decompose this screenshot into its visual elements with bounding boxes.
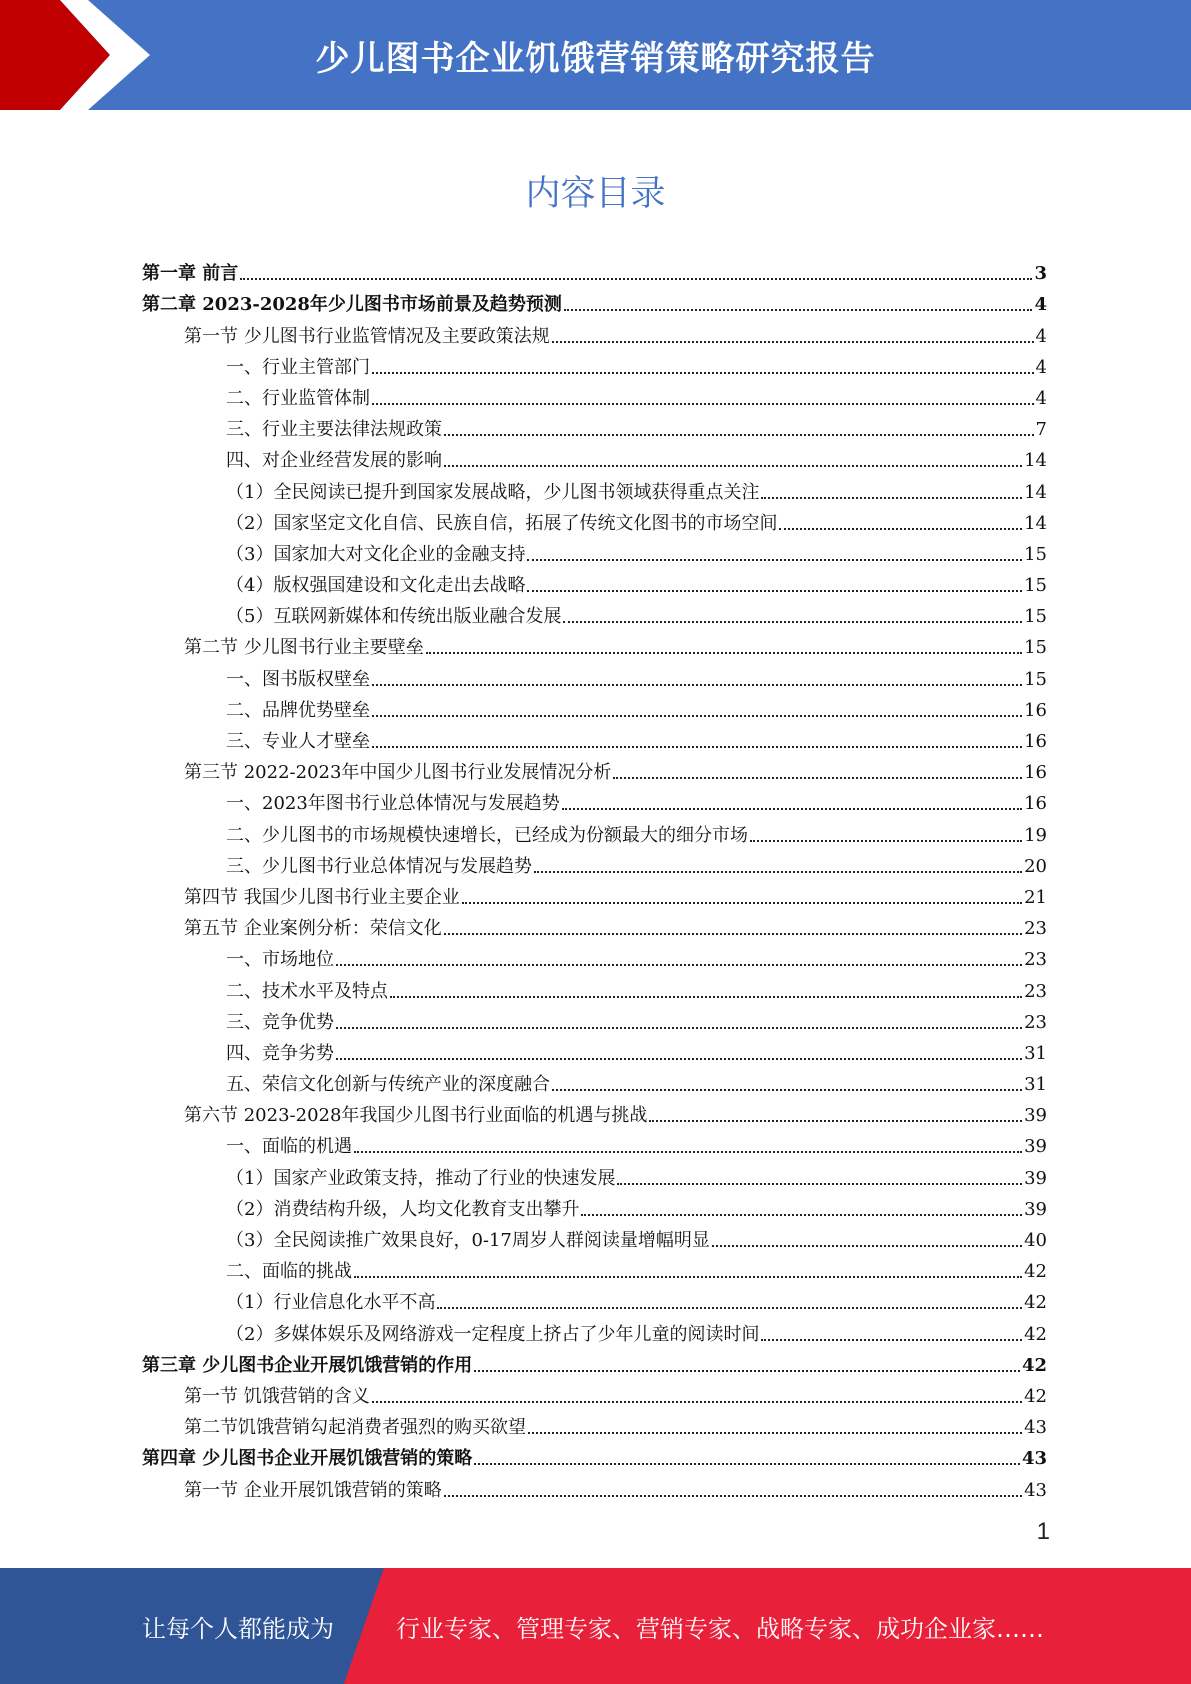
toc-entry[interactable]	[142, 1190, 1047, 1221]
toc-entry-label: （1）行业信息化水平不高	[226, 1292, 436, 1314]
toc-entry[interactable]	[142, 878, 1047, 909]
toc-dot-leader	[581, 1214, 1022, 1216]
toc-entry[interactable]	[142, 285, 1047, 316]
toc-entry-page: 23	[1024, 918, 1047, 940]
toc-entry[interactable]	[142, 1283, 1047, 1314]
toc-entry-page: 21	[1024, 886, 1047, 908]
toc-dot-leader	[372, 1401, 1022, 1403]
toc-entry-page: 23	[1024, 949, 1047, 971]
toc-entry[interactable]	[142, 659, 1047, 690]
toc-entry-label: 三、专业人才壁垒	[226, 731, 370, 752]
toc-entry-page: 42	[1024, 1261, 1047, 1283]
toc-entry-page: 43	[1024, 1417, 1047, 1439]
toc-entry-page: 15	[1024, 637, 1047, 659]
toc-dot-leader	[761, 497, 1022, 499]
toc-entry-label: 三、行业主要法律法规政策	[226, 419, 442, 441]
toc-entry-label: （3）全民阅读推广效果良好，0-17周岁人群阅读量增幅明显	[226, 1230, 710, 1251]
toc-entry[interactable]	[142, 1470, 1047, 1501]
toc-dot-leader	[336, 1058, 1022, 1060]
toc-dot-leader	[444, 933, 1022, 935]
toc-heading: 内容目录	[525, 174, 666, 214]
toc-entry[interactable]	[142, 1034, 1047, 1065]
toc-entry-page: 15	[1024, 543, 1047, 565]
toc-entry[interactable]	[142, 971, 1047, 1002]
toc-entry-page: 40	[1024, 1230, 1047, 1251]
toc-entry[interactable]	[142, 1065, 1047, 1096]
toc-entry-label: 一、行业主管部门	[226, 356, 370, 378]
toc-dot-leader	[552, 1089, 1022, 1091]
toc-dot-leader	[712, 1245, 1022, 1247]
toc-entry-page: 4	[1034, 294, 1047, 316]
footer-slogan-right: 行业专家、管理专家、营销专家、战略专家、成功企业家……	[396, 1614, 1044, 1643]
toc-dot-leader	[474, 1463, 1020, 1465]
toc-dot-leader	[563, 621, 1022, 623]
toc-entry-page: 23	[1024, 980, 1047, 1002]
report-title: 少儿图书企业饥饿营销策略研究报告	[315, 38, 876, 79]
toc-entry-label: 第五节 企业案例分析：荣信文化	[184, 918, 442, 940]
toc-entry-page: 39	[1024, 1105, 1047, 1127]
toc-entry[interactable]	[142, 1252, 1047, 1283]
toc-entry-page: 31	[1024, 1042, 1047, 1064]
toc-entry[interactable]	[142, 1408, 1047, 1439]
toc-entry-page: 15	[1024, 668, 1047, 690]
toc-dot-leader	[617, 1183, 1022, 1185]
toc-entry-label: 三、竞争优势	[226, 1011, 334, 1033]
toc-dot-leader	[649, 1120, 1022, 1122]
toc-entry-label: 三、少儿图书行业总体情况与发展趋势	[226, 855, 532, 877]
toc-entry-label: 四、对企业经营发展的影响	[226, 450, 442, 472]
toc-entry[interactable]	[142, 815, 1047, 846]
toc-entry-page: 43	[1024, 1479, 1047, 1501]
toc-dot-leader	[562, 808, 1022, 810]
toc-entry-label: 第一节 企业开展饥饿营销的策略	[184, 1479, 442, 1501]
toc-entry[interactable]	[142, 1314, 1047, 1345]
toc-dot-leader	[336, 1027, 1022, 1029]
toc-entry[interactable]	[142, 1346, 1047, 1377]
footer-banner	[0, 1568, 1191, 1684]
toc-entry-page: 23	[1024, 1011, 1047, 1033]
header-banner	[0, 0, 1191, 110]
toc-dot-leader	[240, 278, 1032, 280]
toc-dot-leader	[761, 1339, 1022, 1341]
toc-entry[interactable]	[142, 940, 1047, 971]
toc-entry[interactable]	[142, 1003, 1047, 1034]
toc-dot-leader	[779, 528, 1022, 530]
toc-entry-page: 15	[1024, 606, 1047, 628]
toc-dot-leader	[444, 434, 1034, 436]
toc-entry[interactable]	[142, 254, 1047, 285]
toc-entry-label: 二、行业监管体制	[226, 387, 370, 409]
toc-entry-page: 16	[1024, 731, 1047, 752]
toc-dot-leader	[354, 1276, 1022, 1278]
toc-entry-label: （2）消费结构升级，人均文化教育支出攀升	[226, 1198, 580, 1220]
toc-entry[interactable]	[142, 316, 1047, 347]
toc-entry-page: 39	[1024, 1136, 1047, 1158]
toc-entry-label: （2）多媒体娱乐及网络游戏一定程度上挤占了少年儿童的阅读时间	[226, 1323, 760, 1345]
toc-entry-label: 第一节 少儿图书行业监管情况及主要政策法规	[184, 325, 550, 347]
toc-dot-leader	[564, 309, 1033, 311]
footer-slogan-left: 让每个人都能成为	[142, 1614, 334, 1643]
toc-entry-label: 二、面临的挑战	[226, 1261, 352, 1283]
toc-entry[interactable]	[142, 691, 1047, 722]
toc-entry-page: 14	[1024, 512, 1047, 534]
toc-entry-page: 42	[1024, 1323, 1047, 1345]
toc-entry[interactable]	[142, 784, 1047, 815]
toc-entry-label: 第四节 我国少儿图书行业主要企业	[184, 886, 460, 908]
toc-entry-page: 3	[1034, 263, 1047, 285]
toc-entry[interactable]	[142, 1158, 1047, 1189]
toc-entry[interactable]	[142, 379, 1047, 410]
toc-dot-leader	[474, 1370, 1020, 1372]
toc-dot-leader	[552, 341, 1034, 343]
toc-entry-page: 20	[1024, 855, 1047, 877]
toc-entry-page: 14	[1024, 450, 1047, 472]
toc-entry-label: （1）国家产业政策支持，推动了行业的快速发展	[226, 1167, 616, 1189]
toc-entry[interactable]	[142, 472, 1047, 503]
toc-dot-leader	[613, 777, 1022, 779]
toc-entry-label: 第三章 少儿图书企业开展饥饿营销的作用	[142, 1354, 473, 1376]
toc-entry-label: 二、品牌优势壁垒	[226, 699, 370, 721]
toc-dot-leader	[527, 590, 1022, 592]
toc-entry[interactable]	[142, 535, 1047, 566]
toc-entry-label: 四、竞争劣势	[226, 1042, 334, 1064]
toc-entry-label: 一、2023年图书行业总体情况与发展趋势	[226, 793, 560, 815]
toc-entry-page: 16	[1024, 793, 1047, 815]
toc-entry[interactable]	[142, 722, 1047, 753]
toc-entry-label: （3）国家加大对文化企业的金融支持	[226, 543, 526, 565]
toc-entry-label: 一、面临的机遇	[226, 1136, 352, 1158]
toc-dot-leader	[534, 871, 1022, 873]
toc-entry[interactable]	[142, 504, 1047, 535]
toc-entry[interactable]	[142, 1127, 1047, 1158]
toc-entry-label: 第四章 少儿图书企业开展饥饿营销的策略	[142, 1448, 473, 1470]
toc-entry-label: 一、图书版权壁垒	[226, 668, 370, 690]
page-number: 1	[1036, 1518, 1050, 1545]
toc-entry-page: 43	[1021, 1448, 1047, 1470]
toc-entry-label: 第三节 2022-2023年中国少儿图书行业发展情况分析	[184, 762, 612, 784]
toc-entry-page: 39	[1024, 1167, 1047, 1189]
toc-dot-leader	[444, 1495, 1022, 1497]
toc-entry-label: （5）互联网新媒体和传统出版业融合发展	[226, 606, 562, 628]
toc-dot-leader	[372, 372, 1034, 374]
toc-entry-page: 42	[1024, 1292, 1047, 1314]
toc-entry[interactable]	[142, 1377, 1047, 1408]
toc-dot-leader	[437, 1307, 1022, 1309]
toc-entry-page: 15	[1024, 575, 1047, 597]
toc-entry-page: 14	[1024, 481, 1047, 503]
toc-dot-leader	[390, 996, 1022, 998]
toc-dot-leader	[372, 403, 1034, 405]
toc-dot-leader	[336, 964, 1022, 966]
toc-entry-page: 4	[1035, 325, 1047, 347]
toc-entry-label: 一、市场地位	[226, 949, 334, 971]
toc-dot-leader	[372, 715, 1022, 717]
toc-dot-leader	[354, 1151, 1022, 1153]
toc-entry-label: 五、荣信文化创新与传统产业的深度融合	[226, 1074, 550, 1096]
toc-entry[interactable]	[142, 410, 1047, 441]
toc-entry-label: 第一章 前言	[142, 263, 239, 285]
toc-entry-label: （1）全民阅读已提升到国家发展战略，少儿图书领域获得重点关注	[226, 481, 760, 503]
toc-entry-page: 4	[1035, 387, 1047, 409]
toc-entry[interactable]	[142, 847, 1047, 878]
toc-dot-leader	[528, 1432, 1022, 1434]
toc-dot-leader	[444, 465, 1022, 467]
toc-entry-page: 19	[1024, 824, 1047, 846]
toc-entry[interactable]	[142, 348, 1047, 379]
toc-dot-leader	[750, 840, 1022, 842]
toc-entry-page: 42	[1024, 1385, 1047, 1407]
toc-entry[interactable]	[142, 753, 1047, 784]
toc-entry-label: 第一节 饥饿营销的含义	[184, 1385, 370, 1407]
toc-entry[interactable]	[142, 566, 1047, 597]
toc-entry-label: 二、少儿图书的市场规模快速增长，已经成为份额最大的细分市场	[226, 824, 748, 846]
toc-entry[interactable]	[142, 597, 1047, 628]
toc-entry-label: （4）版权强国建设和文化走出去战略	[226, 575, 526, 597]
toc-dot-leader	[527, 559, 1022, 561]
toc-dot-leader	[372, 684, 1022, 686]
toc-entry-page: 42	[1021, 1354, 1047, 1376]
toc-entry-page: 39	[1024, 1198, 1047, 1220]
toc-entry-page: 4	[1035, 356, 1047, 378]
toc-entry-label: （2）国家坚定文化自信、民族自信，拓展了传统文化图书的市场空间	[226, 512, 778, 534]
table-of-contents	[142, 254, 1047, 1502]
toc-entry-label: 第二节饥饿营销勾起消费者强烈的购买欲望	[184, 1417, 526, 1439]
toc-entry[interactable]	[142, 1096, 1047, 1127]
toc-entry[interactable]	[142, 1439, 1047, 1470]
toc-entry[interactable]	[142, 628, 1047, 659]
toc-entry-page: 7	[1035, 419, 1047, 441]
toc-entry[interactable]	[142, 909, 1047, 940]
toc-dot-leader	[426, 652, 1022, 654]
toc-entry-label: 第六节 2023-2028年我国少儿图书行业面临的机遇与挑战	[184, 1105, 648, 1127]
toc-entry[interactable]	[142, 1221, 1047, 1252]
toc-dot-leader	[462, 902, 1022, 904]
toc-entry[interactable]	[142, 441, 1047, 472]
toc-dot-leader	[372, 746, 1022, 748]
toc-entry-page: 16	[1024, 762, 1047, 784]
toc-entry-page: 16	[1024, 699, 1047, 721]
toc-entry-page: 31	[1024, 1074, 1047, 1096]
toc-entry-label: 第二节 少儿图书行业主要壁垒	[184, 637, 424, 659]
toc-entry-label: 二、技术水平及特点	[226, 980, 388, 1002]
toc-entry-label: 第二章 2023-2028年少儿图书市场前景及趋势预测	[142, 294, 562, 316]
